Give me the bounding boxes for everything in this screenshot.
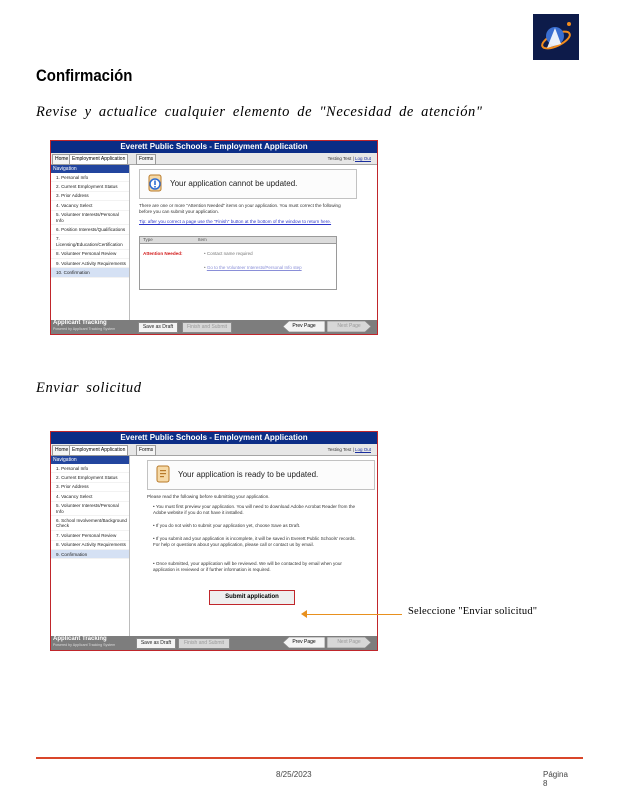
app-title: Everett Public Schools - Employment Application: [51, 432, 377, 444]
nav-item-confirmation[interactable]: 10. Confirmation: [51, 268, 129, 277]
user-name: Testing Test: [327, 447, 352, 452]
logout-link[interactable]: Log Out: [354, 156, 371, 161]
error-explanation: There are one or more "Attention Needed" items on your application. You must correct the following before you can submit your application.: [139, 203, 341, 214]
tab-bar: [51, 444, 377, 456]
next-page-button[interactable]: [327, 637, 371, 648]
intro-text: Please read the following before submitting your application.: [147, 494, 270, 499]
screenshot-cannot-update: [50, 140, 378, 335]
instruction-submit: Enviar solicitud: [36, 380, 142, 396]
attention-label: Attention Needed:: [143, 251, 183, 256]
prev-page-label: Prev Page: [292, 639, 316, 645]
page-number: [543, 770, 568, 788]
nav-item[interactable]: 1. Personal Info: [51, 464, 129, 473]
tab-home[interactable]: Home: [52, 445, 71, 456]
ready-document-icon: [154, 465, 172, 485]
nav-item[interactable]: 4. Vacancy Select: [51, 201, 129, 210]
prev-page-button[interactable]: [283, 637, 325, 648]
footer-rule: [36, 757, 583, 759]
nav-item[interactable]: 9. Volunteer Activity Requirements: [51, 259, 129, 268]
instruction-review: Revise y actualice cualquier elemento de "Necesidad de atención": [36, 104, 483, 120]
nav-item[interactable]: 5. Volunteer Interests/Personal Info: [51, 502, 129, 517]
page-label: Página: [543, 770, 568, 779]
tab-employment-application[interactable]: Employment Application: [69, 445, 128, 456]
callout-line: [306, 614, 402, 615]
instruction-bullet: • If you submit and your application is incomplete, it will be saved in Everett Public Schools' records. For help or questions about your application, please call or contact us by email.: [153, 536, 356, 547]
logout-link[interactable]: Log Out: [354, 447, 371, 452]
instruction-bullet: • If you do not wish to submit your application yet, choose Save as Draft.: [153, 523, 301, 528]
page-title: Confirmación: [36, 66, 133, 85]
prev-page-button[interactable]: [283, 321, 325, 332]
nav-item[interactable]: 1. Personal Info: [51, 173, 129, 182]
banner-message: Your application is ready to be updated.: [178, 470, 319, 479]
nav-item[interactable]: 7. Licensing/Education/Certification: [51, 235, 129, 250]
finish-submit-button[interactable]: Finish and Submit: [182, 322, 232, 333]
col-type: Type: [143, 237, 153, 242]
nav-item[interactable]: 7. Volunteer Personal Review: [51, 531, 129, 540]
finish-submit-button[interactable]: Finish and Submit: [178, 638, 230, 649]
main-content: [147, 460, 373, 600]
banner-message: Your application cannot be updated.: [170, 179, 298, 188]
nav-item[interactable]: 3. Prior Address: [51, 483, 129, 492]
col-item: Item: [198, 237, 207, 242]
save-draft-button[interactable]: Save as Draft: [136, 638, 176, 649]
instruction-bullet: • You must first preview your application. You will need to download Adobe Acrobat Reader from the Adobe website if you do not have it installed.: [153, 504, 356, 515]
footer-date: 8/25/2023: [276, 770, 312, 779]
nav-item[interactable]: 8. Volunteer Personal Review: [51, 250, 129, 259]
user-area: Testing Test | Log Out: [327, 156, 371, 161]
user-area: Testing Test | Log Out: [327, 447, 371, 452]
tab-forms[interactable]: Forms: [136, 445, 156, 456]
tip-text: Tip: after you correct a page use the "Finish" button at the bottom of the window to return here.: [139, 219, 332, 224]
footer-toolbar: [51, 320, 377, 334]
screenshot-ready-to-update: [50, 431, 378, 651]
tab-forms[interactable]: Forms: [136, 154, 156, 165]
submit-application-button[interactable]: Submit application: [209, 590, 295, 605]
tracking-title: Applicant Tracking: [53, 320, 107, 326]
nav-item-confirmation[interactable]: 9. Confirmation: [51, 550, 129, 559]
status-banner: [139, 169, 357, 199]
navigation-header: Navigation: [51, 165, 129, 173]
tab-home[interactable]: Home: [52, 154, 71, 165]
attention-table: [139, 236, 337, 290]
nav-item[interactable]: 6. Position Interests/Qualifications: [51, 225, 129, 234]
save-draft-button[interactable]: Save as Draft: [138, 322, 178, 333]
nav-item[interactable]: 2. Current Employment Status: [51, 182, 129, 191]
prev-page-label: Prev Page: [292, 323, 316, 329]
callout-text: Seleccione "Enviar solicitud": [408, 606, 538, 617]
nav-item[interactable]: 8. Volunteer Activity Requirements: [51, 541, 129, 550]
tab-bar: [51, 153, 377, 165]
page-number-value: 8: [543, 779, 548, 788]
next-page-label: Next Page: [337, 639, 361, 645]
app-title: Everett Public Schools - Employment Application: [51, 141, 377, 153]
next-page-label: Next Page: [337, 323, 361, 329]
nav-item[interactable]: 6. School Involvement/Background Check: [51, 516, 129, 531]
navigation-panel: [51, 456, 130, 637]
attention-item-link[interactable]: • Go to the Volunteer Interests/Personal Info step: [204, 265, 302, 270]
tracking-title: Applicant Tracking: [53, 636, 107, 642]
tracking-subtitle: Powered by Applicant Tracking System: [53, 643, 116, 647]
navigation-header: Navigation: [51, 456, 129, 464]
tab-employment-application[interactable]: Employment Application: [69, 154, 128, 165]
company-logo: [533, 14, 579, 60]
nav-item[interactable]: 2. Current Employment Status: [51, 473, 129, 482]
user-name: Testing Test: [327, 156, 352, 161]
nav-item[interactable]: 5. Volunteer Interests/Personal Info: [51, 211, 129, 226]
main-content: [139, 169, 355, 270]
table-header: [140, 237, 336, 244]
next-page-button[interactable]: [327, 321, 371, 332]
warning-document-icon: [146, 174, 164, 194]
navigation-panel: [51, 165, 130, 321]
tracking-subtitle: Powered by Applicant Tracking System: [53, 327, 116, 331]
instruction-bullet: • Once submitted, your application will be reviewed. We will be contacted by email when your application is reviewed or if further information is required.: [153, 561, 342, 572]
nav-item[interactable]: 3. Prior Address: [51, 192, 129, 201]
nav-item[interactable]: 4. Vacancy Select: [51, 492, 129, 501]
footer-toolbar: [51, 636, 377, 650]
status-banner: [147, 460, 375, 490]
attention-item: • Contact name required: [204, 251, 253, 256]
